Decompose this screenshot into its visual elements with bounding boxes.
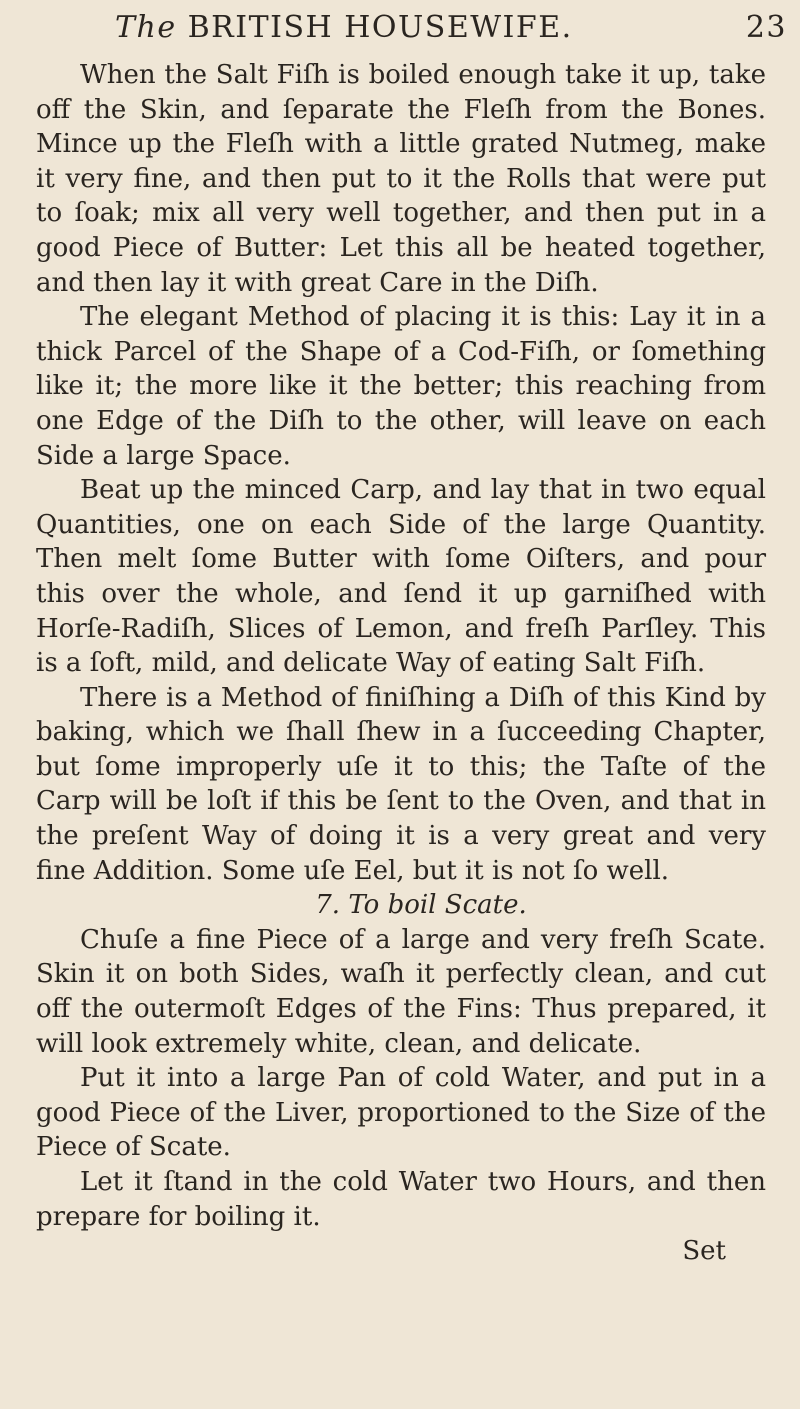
header-title: BRITISH HOUSEWIFE. [187, 10, 573, 45]
page-body [36, 58, 766, 1269]
paragraph: When the Salt Fiſh is boiled enough take it up, take off the Skin, and ſeparate the Fleſh from the Bones. Mince up the Fleſh with a little grated Nutmeg, make it very fine, and then put to it the Rolls that were put to ſoak; mix all very well together, and then put in a good Piece of Butter: Let this all be heated together, and then lay it with great Care in the Diſh. [36, 60, 766, 298]
paragraph: There is a Method of finiſhing a Diſh of this Kind by baking, which we ſhall ſhew in a ſucceeding Chapter, but ſome improperly uſe it to this; the Taſte of the Carp will be loſt if this be ſent to the Oven, and that in the preſent Way of doing it is a very great and very fine Addition. Some uſe Eel, but it is not ſo well. [36, 682, 766, 886]
catchword: Set [682, 1236, 726, 1267]
running-header [115, 10, 795, 60]
paragraph: Chuſe a fine Piece of a large and very freſh Scate. Skin it on both Sides, waſh it perfectly clean, and cut off the outermoſt Edges of the Fins: Thus prepared, it will look extremely white, clean, and delicate. [36, 924, 766, 1059]
page-number: 23 [745, 10, 787, 45]
paragraph: The elegant Method of placing it is this: Lay it in a thick Parcel of the Shape of a Cod-Fiſh, or ſomething like it; the more like it the better; this reaching from one Edge of the Diſh to the other, will leave on each Side a large Space. [36, 302, 766, 471]
paragraph: Beat up the minced Carp, and lay that in two equal Quantities, one on each Side of the large Quantity. Then melt ſome Butter with ſome Oiſters, and pour this over the whole, and ſend it up garniſhed with Horſe-Radiſh, Slices of Lemon, and freſh Parſley. This is a ſoft, mild, and delicate Way of eating Salt Fiſh. [36, 475, 766, 679]
section-heading: 7. To boil Scate. [315, 890, 527, 921]
paragraph: Let it ſtand in the cold Water two Hours, and then prepare for boiling it. [36, 1167, 766, 1232]
paragraph: Put it into a large Pan of cold Water, and put in a good Piece of the Liver, proportioned to the Size of the Piece of Scate. [36, 1063, 766, 1163]
header-the: The [115, 10, 177, 45]
